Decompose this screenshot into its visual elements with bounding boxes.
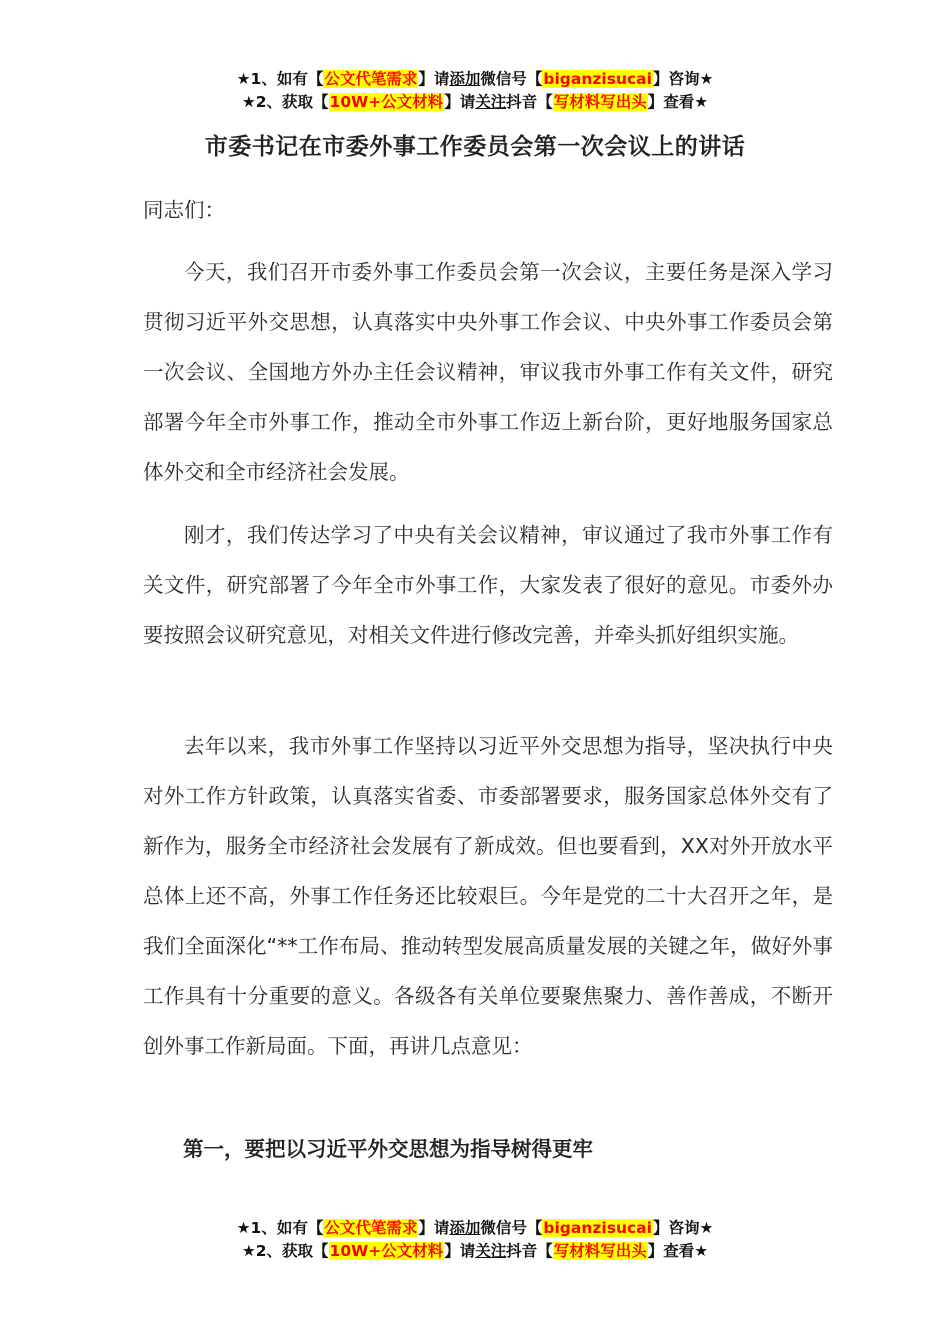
top-banner bbox=[0, 68, 950, 114]
banner-text: 抖音【 bbox=[506, 93, 553, 111]
paragraph-1: 今天，我们召开市委外事工作委员会第一次会议，主要任务是深入学习贯彻习近平外交思想，认真落实中央外事工作会议、中央外事工作委员会第一次会议、全国地方外办主任会议精神，审议我市外事工作有关文件，研究部署今年全市外事工作，推动全市外事工作迈上新台阶，更好地服务国家总体外交和全市经济社会发展。 bbox=[143, 260, 833, 484]
banner-highlight: 10W+公文材料 bbox=[329, 1242, 444, 1260]
banner-highlight: 公文代笔需求 bbox=[324, 1219, 418, 1237]
banner-text: 】请 bbox=[418, 70, 450, 88]
banner-text: ★2、获取【 bbox=[241, 93, 329, 111]
banner-text: ★1、如有【 bbox=[236, 70, 324, 88]
banner-text: 微信号【 bbox=[480, 1219, 543, 1237]
section-heading-1: 第一，要把以习近平外交思想为指导树得更牢 bbox=[183, 1137, 593, 1161]
banner-text: 】请 bbox=[444, 1242, 476, 1260]
banner-line-1 bbox=[0, 1217, 950, 1240]
banner-text: 】请 bbox=[418, 1219, 450, 1237]
banner-text: 】咨询★ bbox=[652, 1219, 714, 1237]
bottom-banner bbox=[0, 1217, 950, 1263]
banner-douyin-name: 写材料写出头 bbox=[553, 1242, 647, 1260]
paragraph-2: 刚才，我们传达学习了中央有关会议精神，审议通过了我市外事工作有关文件，研究部署了今年全市外事工作，大家发表了很好的意见。市委外办要按照会议研究意见，对相关文件进行修改完善，并牵头抓好组织实施。 bbox=[143, 523, 833, 647]
banner-douyin-name: 写材料写出头 bbox=[553, 93, 647, 111]
banner-line-1 bbox=[0, 68, 950, 91]
banner-highlight: 公文代笔需求 bbox=[324, 70, 418, 88]
banner-text: 微信号【 bbox=[480, 70, 543, 88]
banner-highlight: 10W+公文材料 bbox=[329, 93, 444, 111]
banner-wechat-id: biganzisucai bbox=[543, 70, 652, 88]
banner-line-2 bbox=[0, 91, 950, 114]
salutation: 同志们： bbox=[143, 198, 225, 222]
banner-text: ★1、如有【 bbox=[236, 1219, 324, 1237]
paragraph-3: 去年以来，我市外事工作坚持以习近平外交思想为指导，坚决执行中央对外工作方针政策，认真落实省委、市委部署要求，服务国家总体外交有了新作为，服务全市经济社会发展有了新成效。但也要看到，XX对外开放水平总体上还不高，外事工作任务还比较艰巨。今年是党的二十大召开之年，是我们全面深化“**工作布局、推动转型发展高质量发展的关键之年，做好外事工作具有十分重要的意义。各级各有关单位要聚焦聚力、善作善成，不断开创外事工作新局面。下面，再讲几点意见： bbox=[143, 734, 833, 1058]
banner-line-2 bbox=[0, 1240, 950, 1263]
banner-underlined-text: 关注 bbox=[475, 1242, 507, 1260]
banner-text: 】咨询★ bbox=[652, 70, 714, 88]
banner-underlined-text: 添加 bbox=[449, 1219, 481, 1237]
banner-text: 】查看★ bbox=[647, 93, 709, 111]
banner-underlined-text: 关注 bbox=[475, 93, 507, 111]
banner-wechat-id: biganzisucai bbox=[543, 1219, 652, 1237]
banner-underlined-text: 添加 bbox=[449, 70, 481, 88]
banner-text: 】查看★ bbox=[647, 1242, 709, 1260]
document-title: 市委书记在市委外事工作委员会第一次会议上的讲话 bbox=[204, 134, 746, 160]
banner-text: 抖音【 bbox=[506, 1242, 553, 1260]
banner-text: 】请 bbox=[444, 93, 476, 111]
banner-text: ★2、获取【 bbox=[241, 1242, 329, 1260]
